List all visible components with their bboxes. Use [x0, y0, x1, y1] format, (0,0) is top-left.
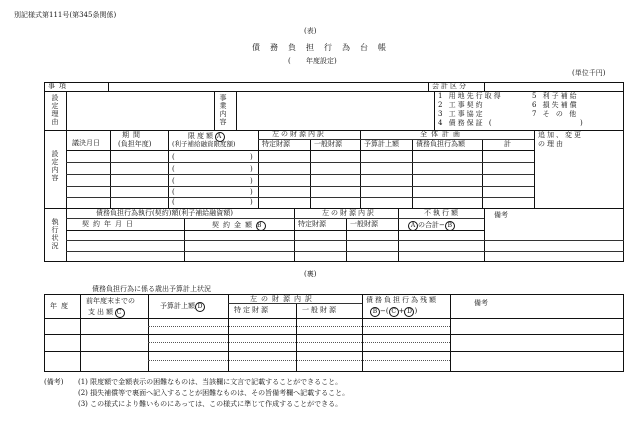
- circle-c: C: [116, 309, 124, 316]
- paren-open: (: [172, 198, 175, 206]
- paren-close: ): [250, 165, 253, 173]
- circle-d: D: [404, 307, 414, 317]
- zaigen-label: 左の財源内訳: [272, 130, 326, 138]
- zennendo-line1: 前年度末までの: [86, 297, 135, 305]
- kei-label: 計: [504, 140, 511, 148]
- gendo-sub-label: (利子補給融資限度額): [172, 140, 236, 148]
- paren-open: (: [172, 153, 175, 161]
- keiyaku-kingaku-label: 契約金額B: [212, 221, 266, 229]
- category-5: 5 利子補給: [532, 92, 579, 100]
- fushikkou-label: 不執行額: [424, 209, 460, 217]
- zennendo-line2: 支出額 C: [88, 308, 124, 316]
- settei-riyu-label: 設定理由: [51, 94, 59, 126]
- nendo-label: 年度: [50, 302, 72, 310]
- paren-open: (: [172, 165, 175, 173]
- note-2: (2) 損失補償等で裏面へ記入することが困難なものは、その旨備考欄へ記載すること。: [78, 389, 350, 397]
- circle-b: B: [445, 221, 455, 231]
- category-4: 4 債務保証 (: [438, 119, 494, 127]
- circle-b: B: [257, 222, 266, 229]
- paren-close: ): [250, 153, 253, 161]
- giketsu-date-label: 議決月日: [72, 139, 100, 147]
- back-label: (裏): [304, 270, 317, 278]
- note-1: (1) 限度額で金額表示の困難なものは、当該欄に文言で記載することができること。: [78, 378, 343, 386]
- keiyaku-date-label: 契約年月日: [82, 220, 137, 228]
- circle-a: A: [216, 133, 224, 140]
- back-heading: 債務負担行為に係る歳出予算計上状況: [92, 285, 211, 293]
- form-number: 別記様式第111号(第345条関係): [14, 11, 117, 19]
- note-3: (3) この様式により難いものにあっては、この様式に準じて作成することができる。: [78, 400, 343, 408]
- kikan-label: 期間: [122, 131, 144, 139]
- futan-nendo-label: (負担年度): [118, 140, 152, 148]
- category-2: 2 工事契約: [438, 101, 485, 109]
- bikou-label-1: 備考: [494, 211, 508, 219]
- a-total-label: A の合計− B: [408, 221, 455, 231]
- saimu-futan-label: 債務負担行為額: [416, 140, 465, 148]
- page-title: 債務負担行為台帳: [252, 43, 396, 52]
- category-6: 6 損失補償: [532, 101, 579, 109]
- paren-open: (: [172, 177, 175, 185]
- circle-c: C: [389, 307, 399, 317]
- category-4-close: ): [580, 119, 583, 127]
- kaikei-kubun-label: 会計区分: [432, 82, 468, 90]
- back-zaigen-label: 左の財源内訳: [250, 295, 316, 303]
- riyu-label: の理由: [538, 140, 565, 148]
- yosan-keijo-label: 予算計上額: [364, 140, 399, 148]
- back-tokutei-label: 特定財源: [234, 306, 270, 314]
- ippan-label: 一般財源: [314, 140, 342, 148]
- subtitle-open: (: [288, 57, 291, 65]
- tokutei-label: 特定財源: [262, 140, 290, 148]
- unit-label: (単位千円): [572, 69, 606, 77]
- circle-a: A: [408, 221, 418, 231]
- zentai-label: 全体計画: [420, 130, 464, 138]
- category-1: 1 用地先行取得: [438, 92, 503, 100]
- paren-close: ): [250, 198, 253, 206]
- back-ippan-label: 一般財源: [302, 306, 338, 314]
- shikkou-gaku-label: 債務負担行為執行(契約)額(利子補給融資額): [96, 209, 233, 217]
- settei-naiyo-label: 設定内容: [51, 150, 59, 182]
- zandaka-formula: B −( C + D ): [370, 307, 417, 317]
- category-3: 3 工事協定: [438, 110, 485, 118]
- shikkou-ippan-label: 一般財源: [350, 220, 378, 228]
- shikkou-zaigen-label: 左の財源内訳: [322, 209, 376, 217]
- circle-d: D: [195, 302, 205, 312]
- category-7: 7 そ の 他: [532, 110, 579, 118]
- zandaka-label: 債務負担行為残額: [366, 296, 438, 304]
- front-table: [44, 82, 624, 262]
- paren-close: ): [250, 177, 253, 185]
- gendo-gaku-label: 限度額 A: [188, 132, 224, 140]
- paren-open: (: [172, 188, 175, 196]
- tsuika-henkou-label: 追加、変更: [538, 131, 583, 139]
- circle-b: B: [370, 307, 380, 317]
- bikou-label-2: 備考: [474, 299, 488, 307]
- back-yosan-keijo-label: 予算計上額 D: [160, 302, 205, 312]
- notes-label: (備考): [44, 378, 64, 386]
- subtitle-year: 年度設定): [306, 57, 337, 65]
- shikkou-label: 執行状況: [51, 218, 59, 250]
- shikkou-tokutei-label: 特定財源: [298, 220, 326, 228]
- jiko-label: 事項: [48, 82, 70, 90]
- front-label: (表): [304, 27, 317, 35]
- paren-close: ): [250, 188, 253, 196]
- jigyo-naiyo-label: 事業内容: [219, 94, 227, 126]
